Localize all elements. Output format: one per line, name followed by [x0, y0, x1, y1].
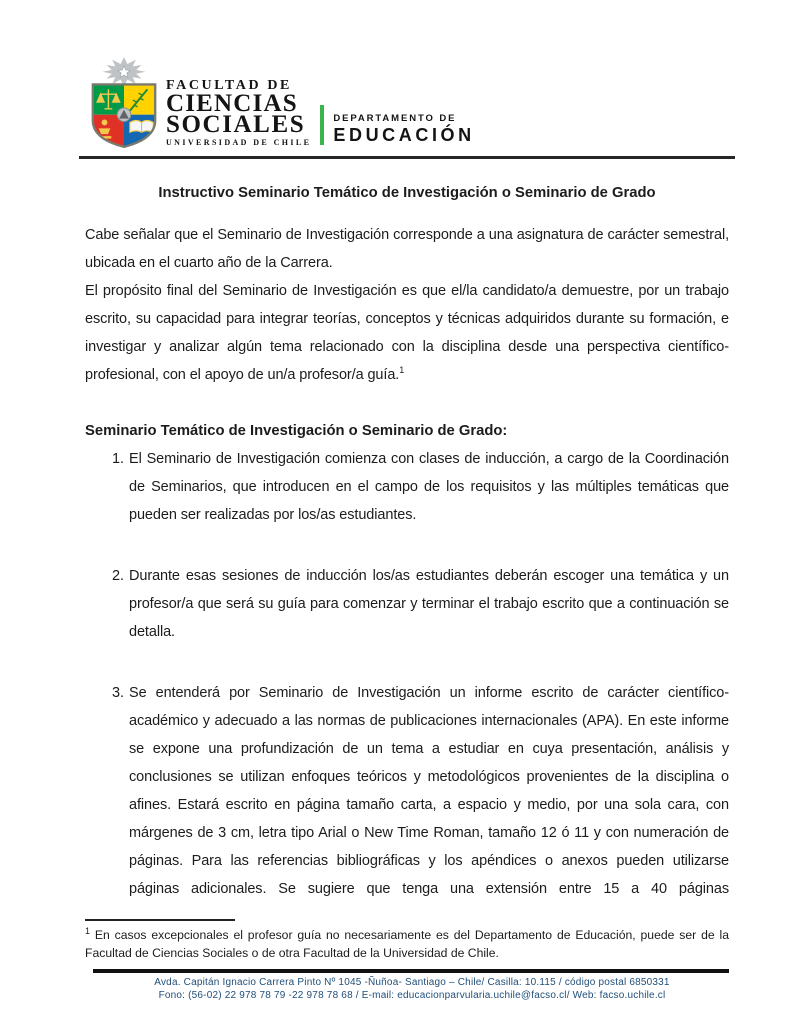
list-item-text: Se entenderá por Seminario de Investigación un informe escrito de carácter científico-académico y adecuado a las normas de publicaciones internacionales (APA). En este informe se expone una profundización de un tema a estudiar en cuya presentación, análisis y conclusiones se utilizan enfoques teóricos y metodológicos provenientes de la disciplina o afines. Estará escrito en página tamaño carta, a espacio y medio, por una sola cara, con márgenes de 3 cm, letra tipo Arial o New Time Roman, tamaño 12 ó 11 y con numeración de páginas. Para las referencias bibliográficas y los apéndices o anexos pueden utilizarse páginas adicionales. Se sugiere que tenga una extensión entre 15 a 40 páginas [129, 685, 729, 897]
green-divider-bar [320, 105, 324, 145]
list-item-text: El Seminario de Investigación comienza con clases de inducción, a cargo de la Coordinación de Seminarios, que introducen en el campo de los requisitos y las múltiples temáticas que pueden ser realizadas por los/as estudiantes. [129, 451, 729, 523]
footnote-separator-rule [85, 919, 235, 921]
faculty-line3: SOCIALES [166, 111, 306, 138]
footnote-marker: 1 [85, 925, 91, 936]
footnote-reference: 1 [399, 365, 405, 376]
page-title: Instructivo Seminario Temático de Investigación o Seminario de Grado [158, 185, 656, 201]
compass-emblem-icon [117, 108, 131, 122]
page-footer [55, 977, 769, 1002]
list-item [85, 562, 729, 646]
universidad-de-chile-shield-icon [85, 56, 163, 148]
department-line2: EDUCACIÓN [333, 125, 475, 145]
list-item [85, 679, 729, 903]
footnote-text: En casos excepcionales el profesor guía no necesariamente es del Departamento de Educación, puede ser de la Facultad de Ciencias Sociales o de otra Facultad de la Universidad de Chile. [85, 928, 729, 960]
list-item-number: 1. [112, 451, 124, 467]
department-line1: DEPARTAMENTO DE [333, 113, 457, 124]
faculty-line2: CIENCIAS [166, 90, 298, 117]
numbered-list [85, 445, 729, 903]
footer-address-line: Avda. Capitán Ignacio Carrera Pinto Nº 1045 -Ñuñoa- Santiago – Chile/ Casilla: 10.115 / código postal 6850331 [154, 977, 670, 988]
page-bottom-region [85, 912, 729, 1002]
university-line: UNIVERSIDAD DE CHILE [166, 138, 312, 147]
paragraph-2 [85, 277, 729, 389]
footer-rule [93, 969, 729, 973]
list-item-number: 3. [112, 685, 124, 701]
starburst-icon [103, 57, 146, 86]
footer-contact-line: Fono: (56-02) 22 978 78 79 -22 978 78 68 / E-mail: educacionparvularia.uchile@facso.cl/ Web: facso.uchile.cl [158, 989, 666, 1001]
paragraph-1: Cabe señalar que el Seminario de Investigación corresponde a una asignatura de carácter semestral, ubicada en el cuarto año de la Carrera. [85, 227, 729, 271]
faculty-wordmark [166, 78, 311, 148]
section-heading: Seminario Temático de Investigación o Seminario de Grado: [85, 423, 508, 439]
paragraph-2-text: El propósito final del Seminario de Investigación es que el/la candidato/a demuestre, por un trabajo escrito, su capacidad para integrar teorías, conceptos y técnicas adquiridos durante su formación, e investigar y analizar algún tema relacionado con la disciplina desde una perspectiva científico-profesional, con el apoyo de un/a profesor/a guía. [85, 283, 729, 383]
list-item [85, 445, 729, 529]
faculty-line1: FACULTAD DE [166, 78, 292, 93]
book-icon [130, 121, 153, 133]
list-item-text: Durante esas sesiones de inducción los/as estudiantes deberán escoger una temática y un profesor/a que será su guía para comenzar y terminar el trabajo escrito que a continuación se detalla. [129, 568, 729, 640]
header [85, 56, 729, 148]
department-wordmark [333, 113, 474, 145]
list-item-number: 2. [112, 568, 124, 584]
footnote [85, 926, 729, 962]
header-rule [79, 156, 735, 159]
